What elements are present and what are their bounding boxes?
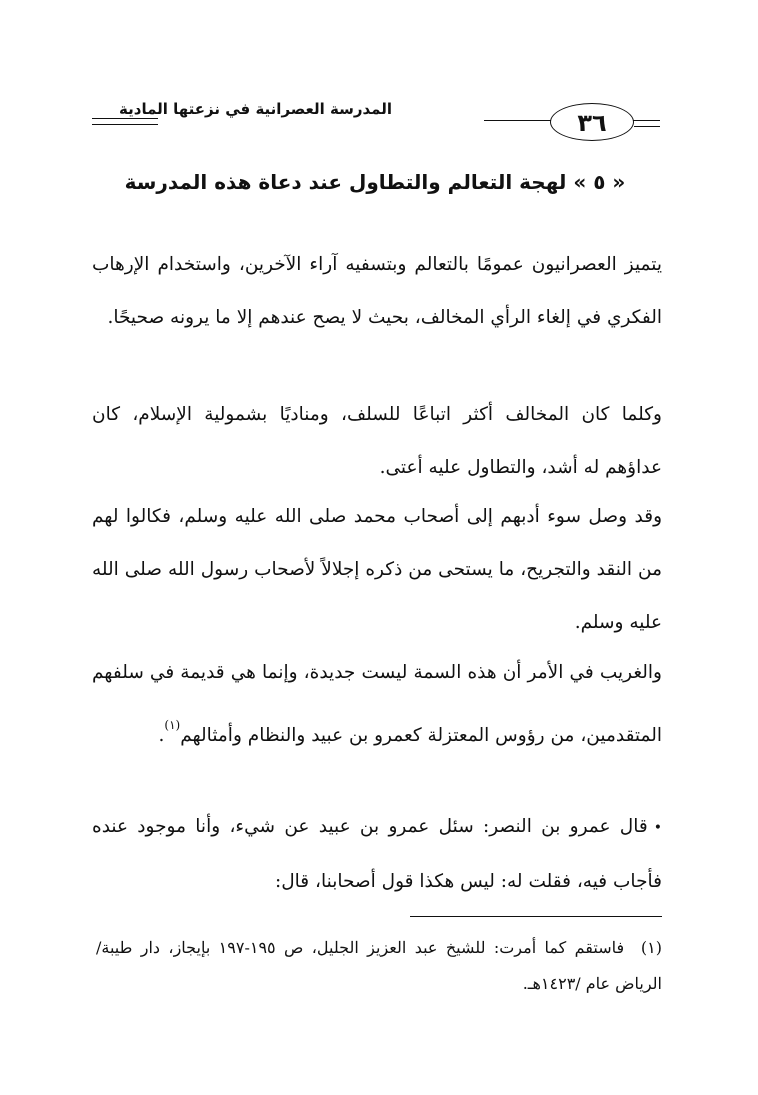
footnote-reference: (١) — [164, 718, 181, 732]
footnote-text: فاستقم كما أمرت: للشيخ عبد العزيز الجليل، ص ١٩٥-١٩٧ بإيجاز، دار طيبة/ الرياض عام /١٤٢٣هـ. — [96, 938, 662, 993]
bullet-paragraph — [92, 800, 662, 908]
footnote — [96, 930, 662, 1002]
paragraph-4 — [92, 646, 662, 762]
paragraph-1: يتميز العصرانيون عمومًا بالتعالم وبتسفيه آراء الآخرين، واستخدام الإرهاب الفكري في إلغاء الرأي المخالف، بحيث لا يصح عندهم إلا ما يرونه صحيحًا. — [92, 254, 662, 328]
page-number: ٣٦ — [550, 103, 634, 141]
paragraph-4-end: . — [158, 725, 165, 746]
section-heading: « ٥ » لهجة التعالم والتطاول عند دعاة هذه المدرسة — [124, 170, 626, 194]
header-rule-left-lower — [92, 124, 158, 125]
bullet-dot: • — [653, 820, 662, 836]
bullet-paragraph-text: قال عمرو بن النصر: سئل عمرو بن عبيد عن شيء، وأنا موجود عنده فأجاب فيه، فقلت له: ليس هكذا قول أصحابنا، قال: — [92, 816, 662, 892]
paragraph-3: وقد وصل سوء أدبهم إلى أصحاب محمد صلى الله عليه وسلم، فكالوا لهم من النقد والتجريح، ما يستحى من ذكره إجلالاً لأصحاب رسول الله صلى الله عليه وسلم. — [92, 506, 662, 633]
paragraph-4-text: والغريب في الأمر أن هذه السمة ليست جديدة، وإنما هي قديمة في سلفهم المتقدمين، من رؤوس المعتزلة كعمرو بن عبيد والنظام وأمثالهم — [92, 662, 662, 746]
footnote-separator — [410, 916, 662, 917]
paragraph-2: وكلما كان المخالف أكثر اتباعًا للسلف، ومناديًا بشمولية الإسلام، كان عداؤهم له أشد، والتطاول عليه أعتى. — [92, 404, 662, 478]
footnote-marker: (١) — [640, 938, 662, 957]
running-title: المدرسة العصرانية في نزعتها المادية — [119, 100, 392, 118]
header-rule-left — [92, 118, 158, 119]
header-rule-right-lower — [634, 126, 660, 127]
